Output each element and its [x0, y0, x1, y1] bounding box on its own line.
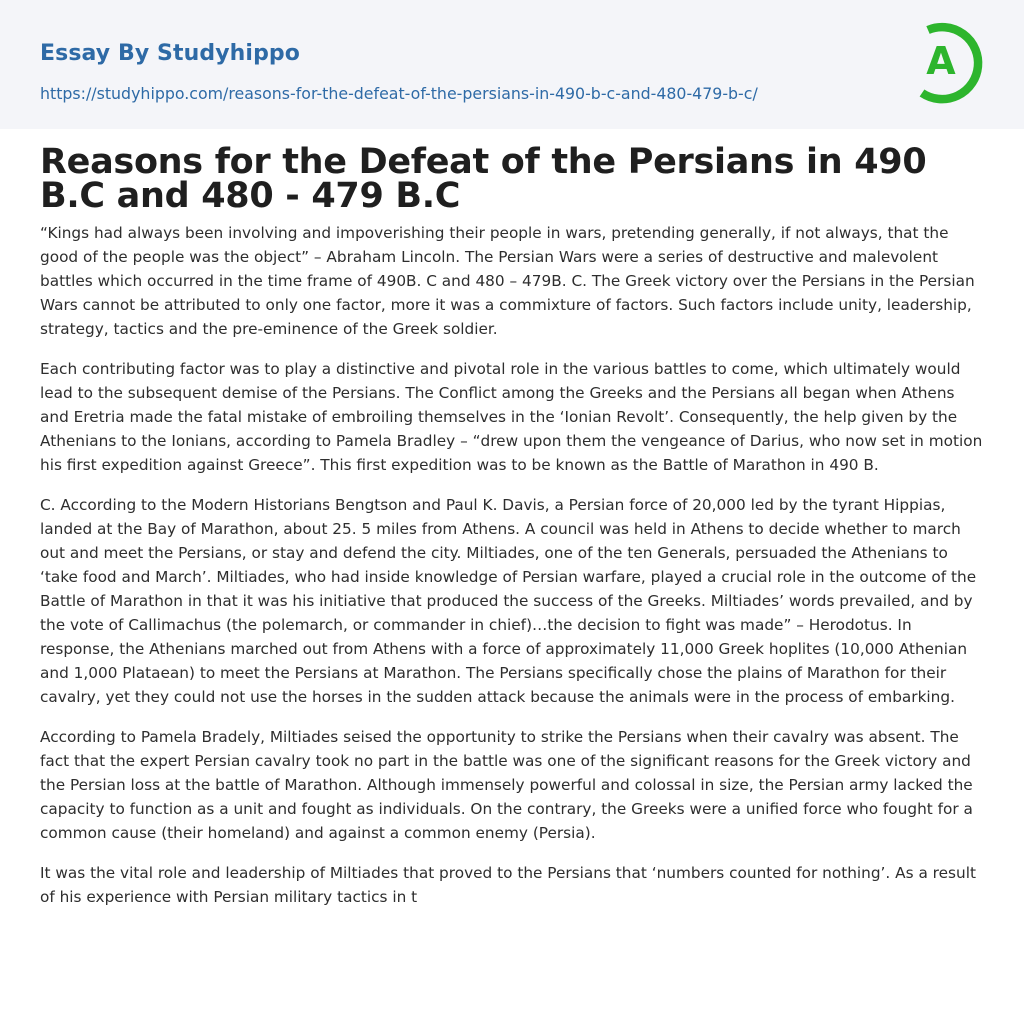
studyhippo-logo-icon: [912, 18, 986, 106]
article-paragraph: It was the vital role and leadership of Miltiades that proved to the Persians that ‘numbers counted for nothing’. As a result of his experience with Persian military tactics in t: [40, 864, 976, 906]
article-paragraph: According to Pamela Bradely, Miltiades seised the opportunity to strike the Persians when their cavalry was absent. The fact that the expert Persian cavalry took no part in the battle was one of the significant reasons for the Greek victory and the Persian loss at the battle of Marathon. Although immensely powerful and colossal in size, the Persian army lacked the capacity to function as a unit and fought as individuals. On the contrary, the Greeks were a unified force who fought for a common cause (their homeland) and against a common enemy (Persia).: [40, 728, 973, 842]
article-paragraph: “Kings had always been involving and impoverishing their people in wars, pretending generally, if not always, that the good of the people was the object” – Abraham Lincoln. The Persian Wars were a series of destructive and malevolent battles which occurred in the time frame of 490B. C and 480 – 479B. C. The Greek victory over the Persians in the Persian Wars cannot be attributed to only one factor, more it was a commixture of factors. Such factors include unity, leadership, strategy, tactics and the pre-eminence of the Greek soldier.: [40, 224, 975, 338]
article-title: Reasons for the Defeat of the Persians in 490 B.C and 480 - 479 B.C: [40, 142, 927, 216]
article-paragraph: Each contributing factor was to play a distinctive and pivotal role in the various battles to come, which ultimately would lead to the subsequent demise of the Persians. The Conflict among the Greeks and the Persians all began when Athens and Eretria made the fatal mistake of embroiling themselves in the ‘Ionian Revolt’. Consequently, the help given by the Athenians to the Ionians, according to Pamela Bradley – “drew upon them the vengeance of Darius, who now set in motion his first expedition against Greece”. This first expedition was to be known as the Battle of Marathon in 490 B.: [40, 360, 983, 474]
article: [40, 142, 986, 925]
logo-letter: A: [926, 39, 956, 83]
site-header: [0, 0, 1024, 129]
article-paragraph: C. According to the Modern Historians Bengtson and Paul K. Davis, a Persian force of 20,000 led by the tyrant Hippias, landed at the Bay of Marathon, about 25. 5 miles from Athens. A council was held in Athens to decide whether to march out and meet the Persians, or stay and defend the city. Miltiades, one of the ten Generals, persuaded the Athenians to ‘take food and March’. Miltiades, who had inside knowledge of Persian warfare, played a crucial role in the outcome of the Battle of Marathon in that it was his initiative that produced the success of the Greeks. Miltiades’ words prevailed, and by the vote of Callimachus (the polemarch, or commander in chief)…the decision to fight was made” – Herodotus. In response, the Athenians marched out from Athens with a force of approximately 11,000 Greek hoplites (10,000 Athenian and 1,000 Plataean) to meet the Persians at Marathon. The Persians specifically chose the plains of Marathon for their cavalry, yet they could not use the horses in the sudden attack because the animals were in the process of embarking.: [40, 496, 977, 706]
source-url-link[interactable]: https://studyhippo.com/reasons-for-the-defeat-of-the-persians-in-490-b-c-and-480-479-b-c/: [40, 84, 758, 103]
brand-title: Essay By Studyhippo: [40, 41, 300, 66]
